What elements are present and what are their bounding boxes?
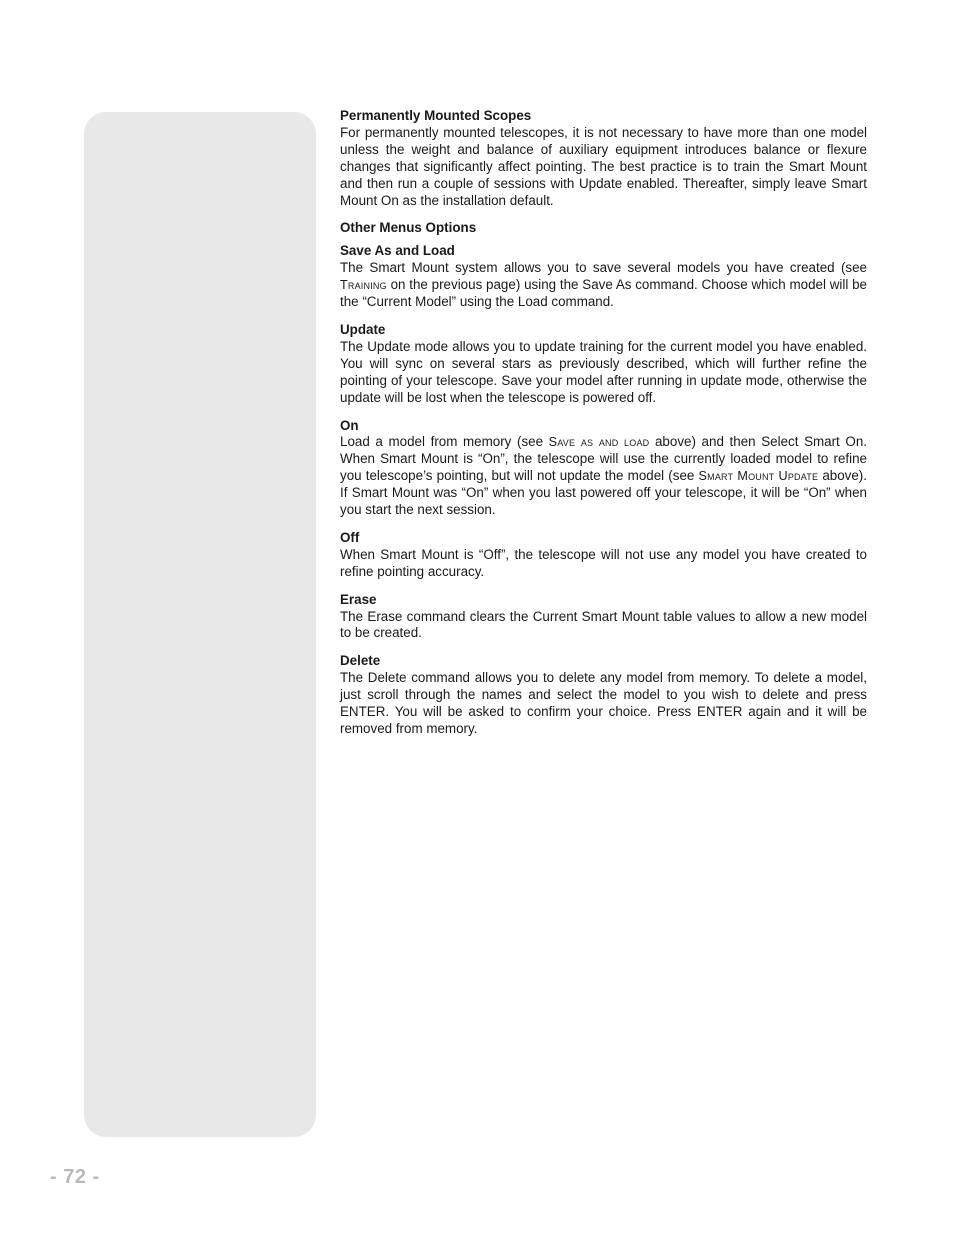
paragraph-erase: The Erase command clears the Current Smart Mount table values to allow a new model to be created. [340,608,867,641]
heading-other-menus: Other Menus Options [340,220,477,236]
paragraph-update: The Update mode allows you to update training for the current model you have enabled. You will sync on several stars as previously described, which will further refine the pointing of your telescope. Save your model after running in update mode, otherwise the update will be lost when the telescope is powered off. [340,338,867,405]
main-content [340,108,867,749]
paragraph-save-as-load [340,260,867,311]
section-off [340,530,867,581]
cross-reference-save-as-load: Save as and load [548,435,650,450]
heading-on: On [340,417,359,433]
paragraph-on [340,434,867,519]
paragraph-off: When Smart Mount is “Off”, the telescope will not use any model you have created to refine pointing accuracy. [340,546,867,579]
heading-update: Update [340,321,386,337]
heading-permanently-mounted: Permanently Mounted Scopes [340,108,532,123]
text-fragment: The Smart Mount system allows you to save several models you have created (see [340,260,867,276]
section-permanently-mounted [340,108,867,209]
heading-off: Off [340,529,360,545]
sidebar-panel [84,112,316,1137]
heading-save-as-load: Save As and Load [340,243,455,259]
text-fragment: on the previous page) using the Save As command. Choose which model will be the “Current Model” using the Load command. [340,277,867,310]
cross-reference-training: Training [340,278,387,293]
section-delete [340,653,867,738]
paragraph-delete: The Delete command allows you to delete any model from memory. To delete a model, just scroll through the names and select the model to you wish to delete and press ENTER. You will be asked to confirm your choice. Press ENTER again and it will be removed from memory. [340,670,867,736]
heading-erase: Erase [340,591,377,607]
cross-reference-smart-mount-update: Smart Mount Update [698,469,819,484]
section-save-as-load [340,243,867,311]
text-fragment: above) and then Select Smart On. When Smart Mount is “On”, the telescope will use the currently loaded model to refine you telescope’s pointing, but will not update the model (see [340,434,867,484]
text-fragment: above). If Smart Mount was “On” when you last powered off your telescope, it will be “On” when you start the next session. [340,468,867,518]
heading-delete: Delete [340,653,381,669]
text-fragment: Load a model from memory (see [340,434,549,450]
page-number: - 72 - [50,1166,100,1188]
section-update [340,322,867,407]
section-other-menus [340,220,867,237]
section-erase [340,592,867,643]
paragraph-permanently-mounted: For permanently mounted telescopes, it is not necessary to have more than one model unless the weight and balance of auxiliary equipment introduces balance or flexure changes that significantly affect pointing. The best practice is to train the Smart Mount and then run a couple of sessions with Update enabled. Thereafter, simply leave Smart Mount On as the installation default. [340,124,867,208]
section-on [340,418,867,519]
